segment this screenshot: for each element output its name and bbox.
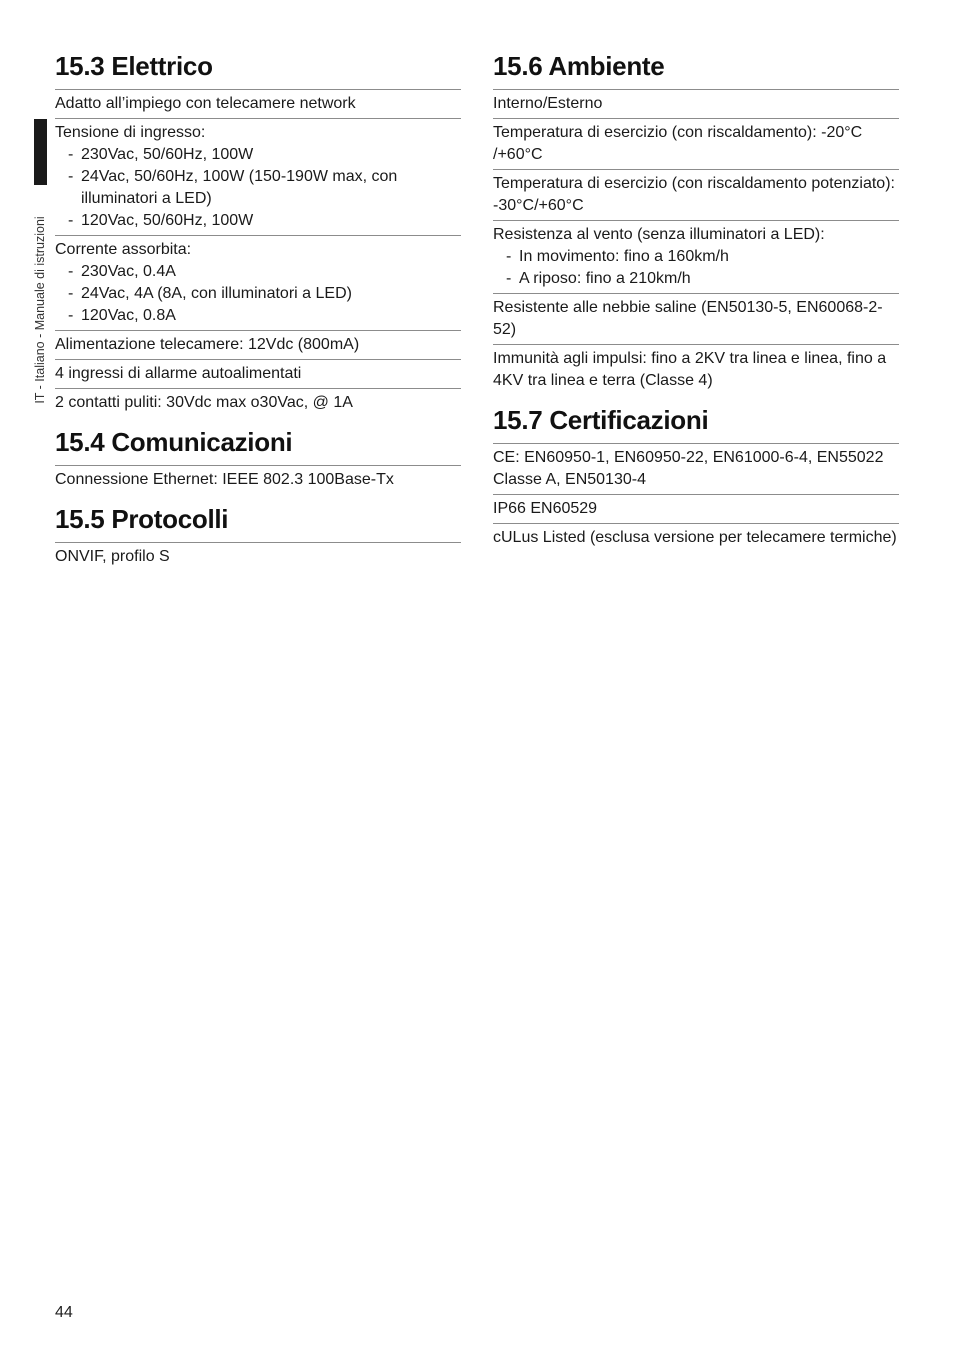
spec-row: Immunità agli impulsi: fino a 2KV tra linea e linea, fino a 4KV tra linea e terra (Classe 4): [493, 344, 899, 395]
dash-bullet: -: [68, 307, 74, 324]
section-title-comunicazioni: 15.4 Comunicazioni: [55, 427, 293, 457]
section-15-5-protocolli: [55, 503, 461, 571]
spec-row-current: [55, 235, 461, 330]
spec-row: Temperatura di esercizio (con riscaldamento): -20°C /+60°C: [493, 118, 899, 169]
spec-row: cULus Listed (esclusa versione per telecamere termiche): [493, 523, 899, 552]
spec-subitem: - 120Vac, 0.8A: [55, 305, 461, 327]
section-15-7-certificazioni: [493, 404, 899, 552]
dash-bullet: -: [506, 270, 512, 287]
spec-row: ONVIF, profilo S: [55, 542, 461, 571]
section-15-3-elettrico: [55, 50, 461, 417]
section-title-certificazioni: 15.7 Certificazioni: [493, 405, 709, 435]
spec-label: Corrente assorbita:: [55, 241, 192, 258]
dash-bullet: -: [68, 263, 74, 280]
spec-row: 4 ingressi di allarme autoalimentati: [55, 359, 461, 388]
section-15-6-ambiente: [493, 50, 899, 395]
left-column: [55, 50, 461, 571]
spec-subitem: - 230Vac, 0.4A: [55, 261, 461, 283]
dash-bullet: -: [506, 248, 512, 265]
spec-row-input-voltage: [55, 118, 461, 235]
section-title-elettrico: 15.3 Elettrico: [55, 51, 213, 81]
spec-row: Adatto all’impiego con telecamere network: [55, 89, 461, 118]
spec-row: Resistente alle nebbie saline (EN50130-5, EN60068-2-52): [493, 293, 899, 344]
spec-label: Resistenza al vento (senza illuminatori a LED):: [493, 226, 825, 243]
spec-row: Connessione Ethernet: IEEE 802.3 100Base-Tx: [55, 465, 461, 494]
side-label-text: IT - Italiano - Manuale di istruzioni: [33, 216, 47, 404]
section-title-ambiente: 15.6 Ambiente: [493, 51, 665, 81]
spec-subitem: - In movimento: fino a 160km/h: [493, 246, 899, 268]
spec-subitem: - 120Vac, 50/60Hz, 100W: [55, 210, 461, 232]
chapter-tab-marker: [34, 119, 47, 185]
dash-bullet: -: [68, 168, 74, 185]
spec-subitem: - 24Vac, 50/60Hz, 100W (150-190W max, con illuminatori a LED): [55, 166, 461, 210]
spec-row: CE: EN60950-1, EN60950-22, EN61000-6-4, EN55022 Classe A, EN50130-4: [493, 443, 899, 494]
spec-row: Interno/Esterno: [493, 89, 899, 118]
dash-bullet: -: [68, 285, 74, 302]
spec-row-wind: [493, 220, 899, 293]
section-15-4-comunicazioni: [55, 426, 461, 494]
dash-bullet: -: [68, 212, 74, 229]
spec-row: Temperatura di esercizio (con riscaldamento potenziato): -30°C/+60°C: [493, 169, 899, 220]
dash-bullet: -: [68, 146, 74, 163]
spec-subitem: - 24Vac, 4A (8A, con illuminatori a LED): [55, 283, 461, 305]
page-number: 44: [55, 1304, 73, 1321]
spec-row: Alimentazione telecamere: 12Vdc (800mA): [55, 330, 461, 359]
spec-subitem: - A riposo: fino a 210km/h: [493, 268, 899, 290]
spec-subitem: - 230Vac, 50/60Hz, 100W: [55, 144, 461, 166]
spec-row: 2 contatti puliti: 30Vdc max o30Vac, @ 1A: [55, 388, 461, 417]
spec-label: Tensione di ingresso:: [55, 124, 206, 141]
section-title-protocolli: 15.5 Protocolli: [55, 504, 229, 534]
spec-row: IP66 EN60529: [493, 494, 899, 523]
right-column: [493, 50, 899, 552]
